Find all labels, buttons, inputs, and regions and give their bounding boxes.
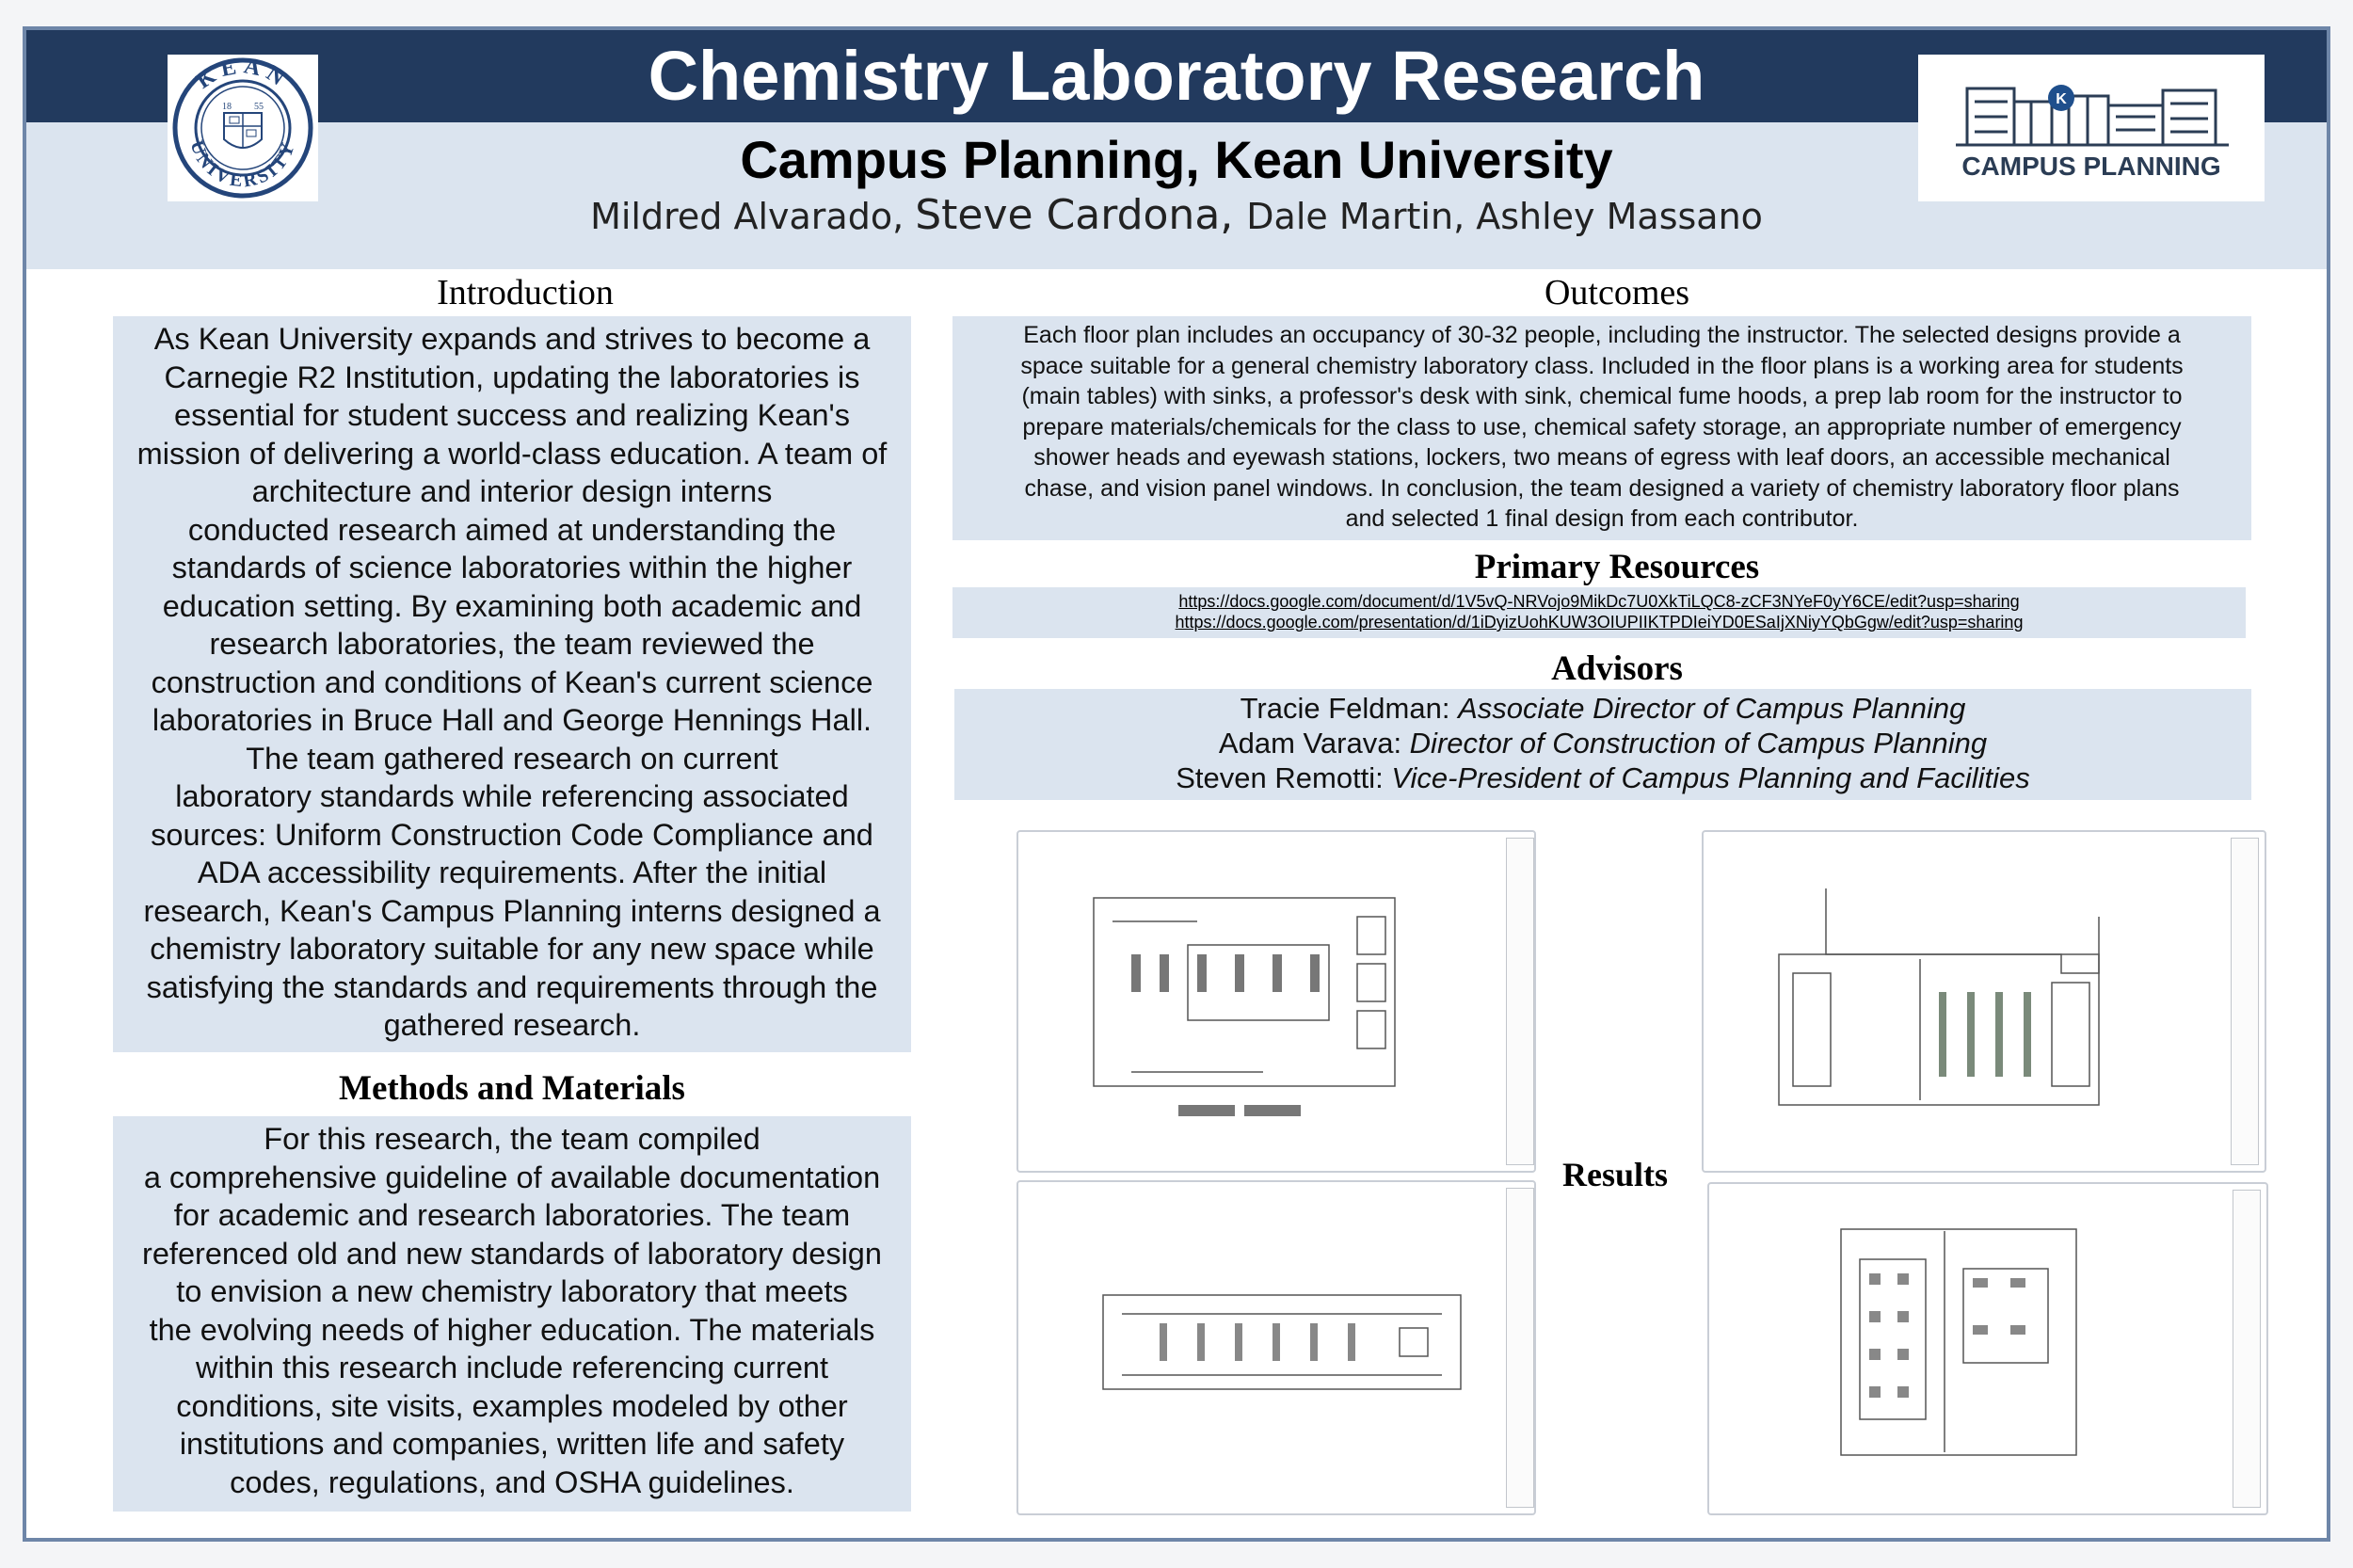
introduction-line: architecture and interior design interns [251, 474, 773, 508]
methods-line: For this research, the team compiled [264, 1122, 760, 1156]
methods-line: referenced old and new standards of laboratory design [142, 1236, 882, 1271]
floor-plan-3 [1702, 830, 2266, 1173]
introduction-heading: Introduction [437, 273, 614, 312]
floor-plan-4 [1707, 1182, 2268, 1515]
results-label: Results [1562, 1156, 1669, 1193]
advisor-entry [954, 760, 2251, 795]
methods-line: the evolving needs of higher education. The materials [149, 1312, 875, 1347]
introduction-body [113, 316, 911, 1052]
introduction-line: construction and conditions of Kean's current science [151, 664, 873, 699]
introduction-line: mission of delivering a world-class education. A team of [136, 436, 888, 471]
resources-links [952, 587, 2246, 638]
introduction-line: essential for student success and realizing Kean's [174, 398, 850, 432]
methods-line: institutions and companies, written life and safety [179, 1427, 845, 1461]
introduction-line: laboratories in Bruce Hall and George Hennings Hall. [152, 703, 872, 737]
outcomes-line: (main tables) with sinks, a professor's desk with sink, chemical fume hoods, a prep lab room for the instructor to [1021, 383, 2183, 409]
methods-line: to envision a new chemistry laboratory that meets [176, 1274, 848, 1308]
methods-heading: Methods and Materials [339, 1069, 685, 1108]
resource-link-document[interactable]: https://docs.google.com/document/d/1V5vQ-NRVojo9MikDc7U0XkTiLQC8-zCF3NYeF0yY6CE/edit?usp=sharing [1178, 592, 2020, 611]
svg-text:18: 18 [222, 102, 232, 112]
introduction-line: gathered research. [383, 1008, 641, 1042]
floor-plan-drawing-icon [1709, 1184, 2233, 1513]
floor-plan-drawing-icon [1018, 1182, 1498, 1512]
author-name: Mildred Alvarado, [590, 196, 916, 237]
methods-line: within this research include referencing current [196, 1351, 828, 1384]
svg-text:55: 55 [254, 102, 264, 112]
methods-line: for academic and research laboratories. The team [173, 1198, 851, 1232]
outcomes-heading: Outcomes [1544, 273, 1690, 312]
resource-link-presentation[interactable]: https://docs.google.com/presentation/d/1iDyizUohKUW3OIUPIIKTPDIeiYD0ESaIjXNiyYQbGgw/edit?usp=sharing [1175, 613, 2024, 632]
campus-planning-logo-text: CAMPUS PLANNING [1961, 152, 2221, 181]
introduction-line: research laboratories, the team reviewed the [209, 627, 815, 661]
floor-plan-drawing-icon [1704, 832, 2231, 1171]
outcomes-line: space suitable for a general chemistry laboratory class. Included in the floor plans is a working area for students [1020, 352, 2184, 379]
introduction-line: education setting. By examining both academic and [162, 588, 862, 623]
advisors-body [954, 689, 2251, 800]
author-name: Ashley Massano [1476, 196, 1763, 237]
methods-body [113, 1116, 911, 1512]
floor-plan-1 [1016, 830, 1536, 1173]
svg-text:UNIVERSITY: UNIVERSITY [185, 137, 300, 192]
outcomes-line: prepare materials/chemicals for the class to use, chemical safety storage, an appropriate number of emergency [1022, 413, 2182, 440]
title-block-strip [2233, 1190, 2261, 1508]
introduction-line: conducted research aimed at understanding the [187, 512, 837, 547]
outcomes-line: Each floor plan includes an occupancy of 30-32 people, including the instructor. The selected designs provide a [1023, 322, 2181, 348]
title-block-strip [1506, 1188, 1534, 1508]
svg-text:KEAN: KEAN [192, 55, 294, 94]
author-name: Dale Martin, [1246, 196, 1477, 237]
introduction-line: The team gathered research on current [246, 741, 778, 776]
author-list [26, 192, 2327, 240]
methods-line: a comprehensive guideline of available documentation [143, 1160, 881, 1194]
methods-line: conditions, site visits, examples modeled by other [176, 1388, 848, 1423]
advisor-role: Vice-President of Campus Planning and Facilities [1391, 761, 2030, 794]
introduction-line: Carnegie R2 Institution, updating the laboratories is [164, 360, 860, 394]
title-block-strip [2231, 838, 2259, 1165]
introduction-line: laboratory standards while referencing associated [175, 779, 849, 813]
introduction-line: standards of science laboratories within the higher [171, 551, 853, 584]
outcomes-line: and selected 1 final design from each contributor. [1345, 505, 1859, 532]
advisor-entry [954, 691, 2251, 726]
advisor-name: Steven Remotti: [1176, 761, 1392, 794]
floor-plan-drawing-icon [1018, 832, 1498, 1171]
advisor-role: Director of Construction of Campus Planning [1409, 727, 1988, 760]
svg-text:K: K [2056, 91, 2067, 107]
resources-heading: Primary Resources [1474, 548, 1760, 586]
introduction-line: sources: Uniform Construction Code Compliance and [151, 817, 873, 852]
advisor-name: Adam Varava: [1218, 727, 1410, 760]
outcomes-line: shower heads and eyewash stations, lockers, two means of egress with leaf doors, an accessible mechanical [1033, 444, 2170, 471]
introduction-line: ADA accessibility requirements. After the initial [197, 856, 827, 889]
poster [23, 26, 2330, 1542]
advisors-heading: Advisors [1551, 649, 1683, 688]
advisor-role: Associate Director of Campus Planning [1458, 692, 1966, 725]
poster-subtitle: Campus Planning, Kean University [740, 130, 1613, 189]
outcomes-body [952, 316, 2251, 540]
advisor-name: Tracie Feldman: [1240, 692, 1459, 725]
introduction-line: satisfying the standards and requirements through the [146, 969, 878, 1004]
methods-line: codes, regulations, and OSHA guidelines. [230, 1464, 794, 1499]
introduction-line: chemistry laboratory suitable for any new space while [150, 932, 874, 966]
title-block-strip [1506, 838, 1534, 1165]
introduction-line: research, Kean's Campus Planning interns designed a [143, 893, 881, 928]
author-name: Steve Cardona, [915, 191, 1247, 239]
outcomes-line: chase, and vision panel windows. In conclusion, the team designed a variety of chemistry laboratory floor plans [1024, 474, 2180, 502]
advisor-entry [954, 726, 2251, 760]
introduction-line: As Kean University expands and strives to become a [153, 322, 871, 356]
poster-title: Chemistry Laboratory Research [648, 37, 1705, 115]
floor-plan-2 [1016, 1180, 1536, 1515]
